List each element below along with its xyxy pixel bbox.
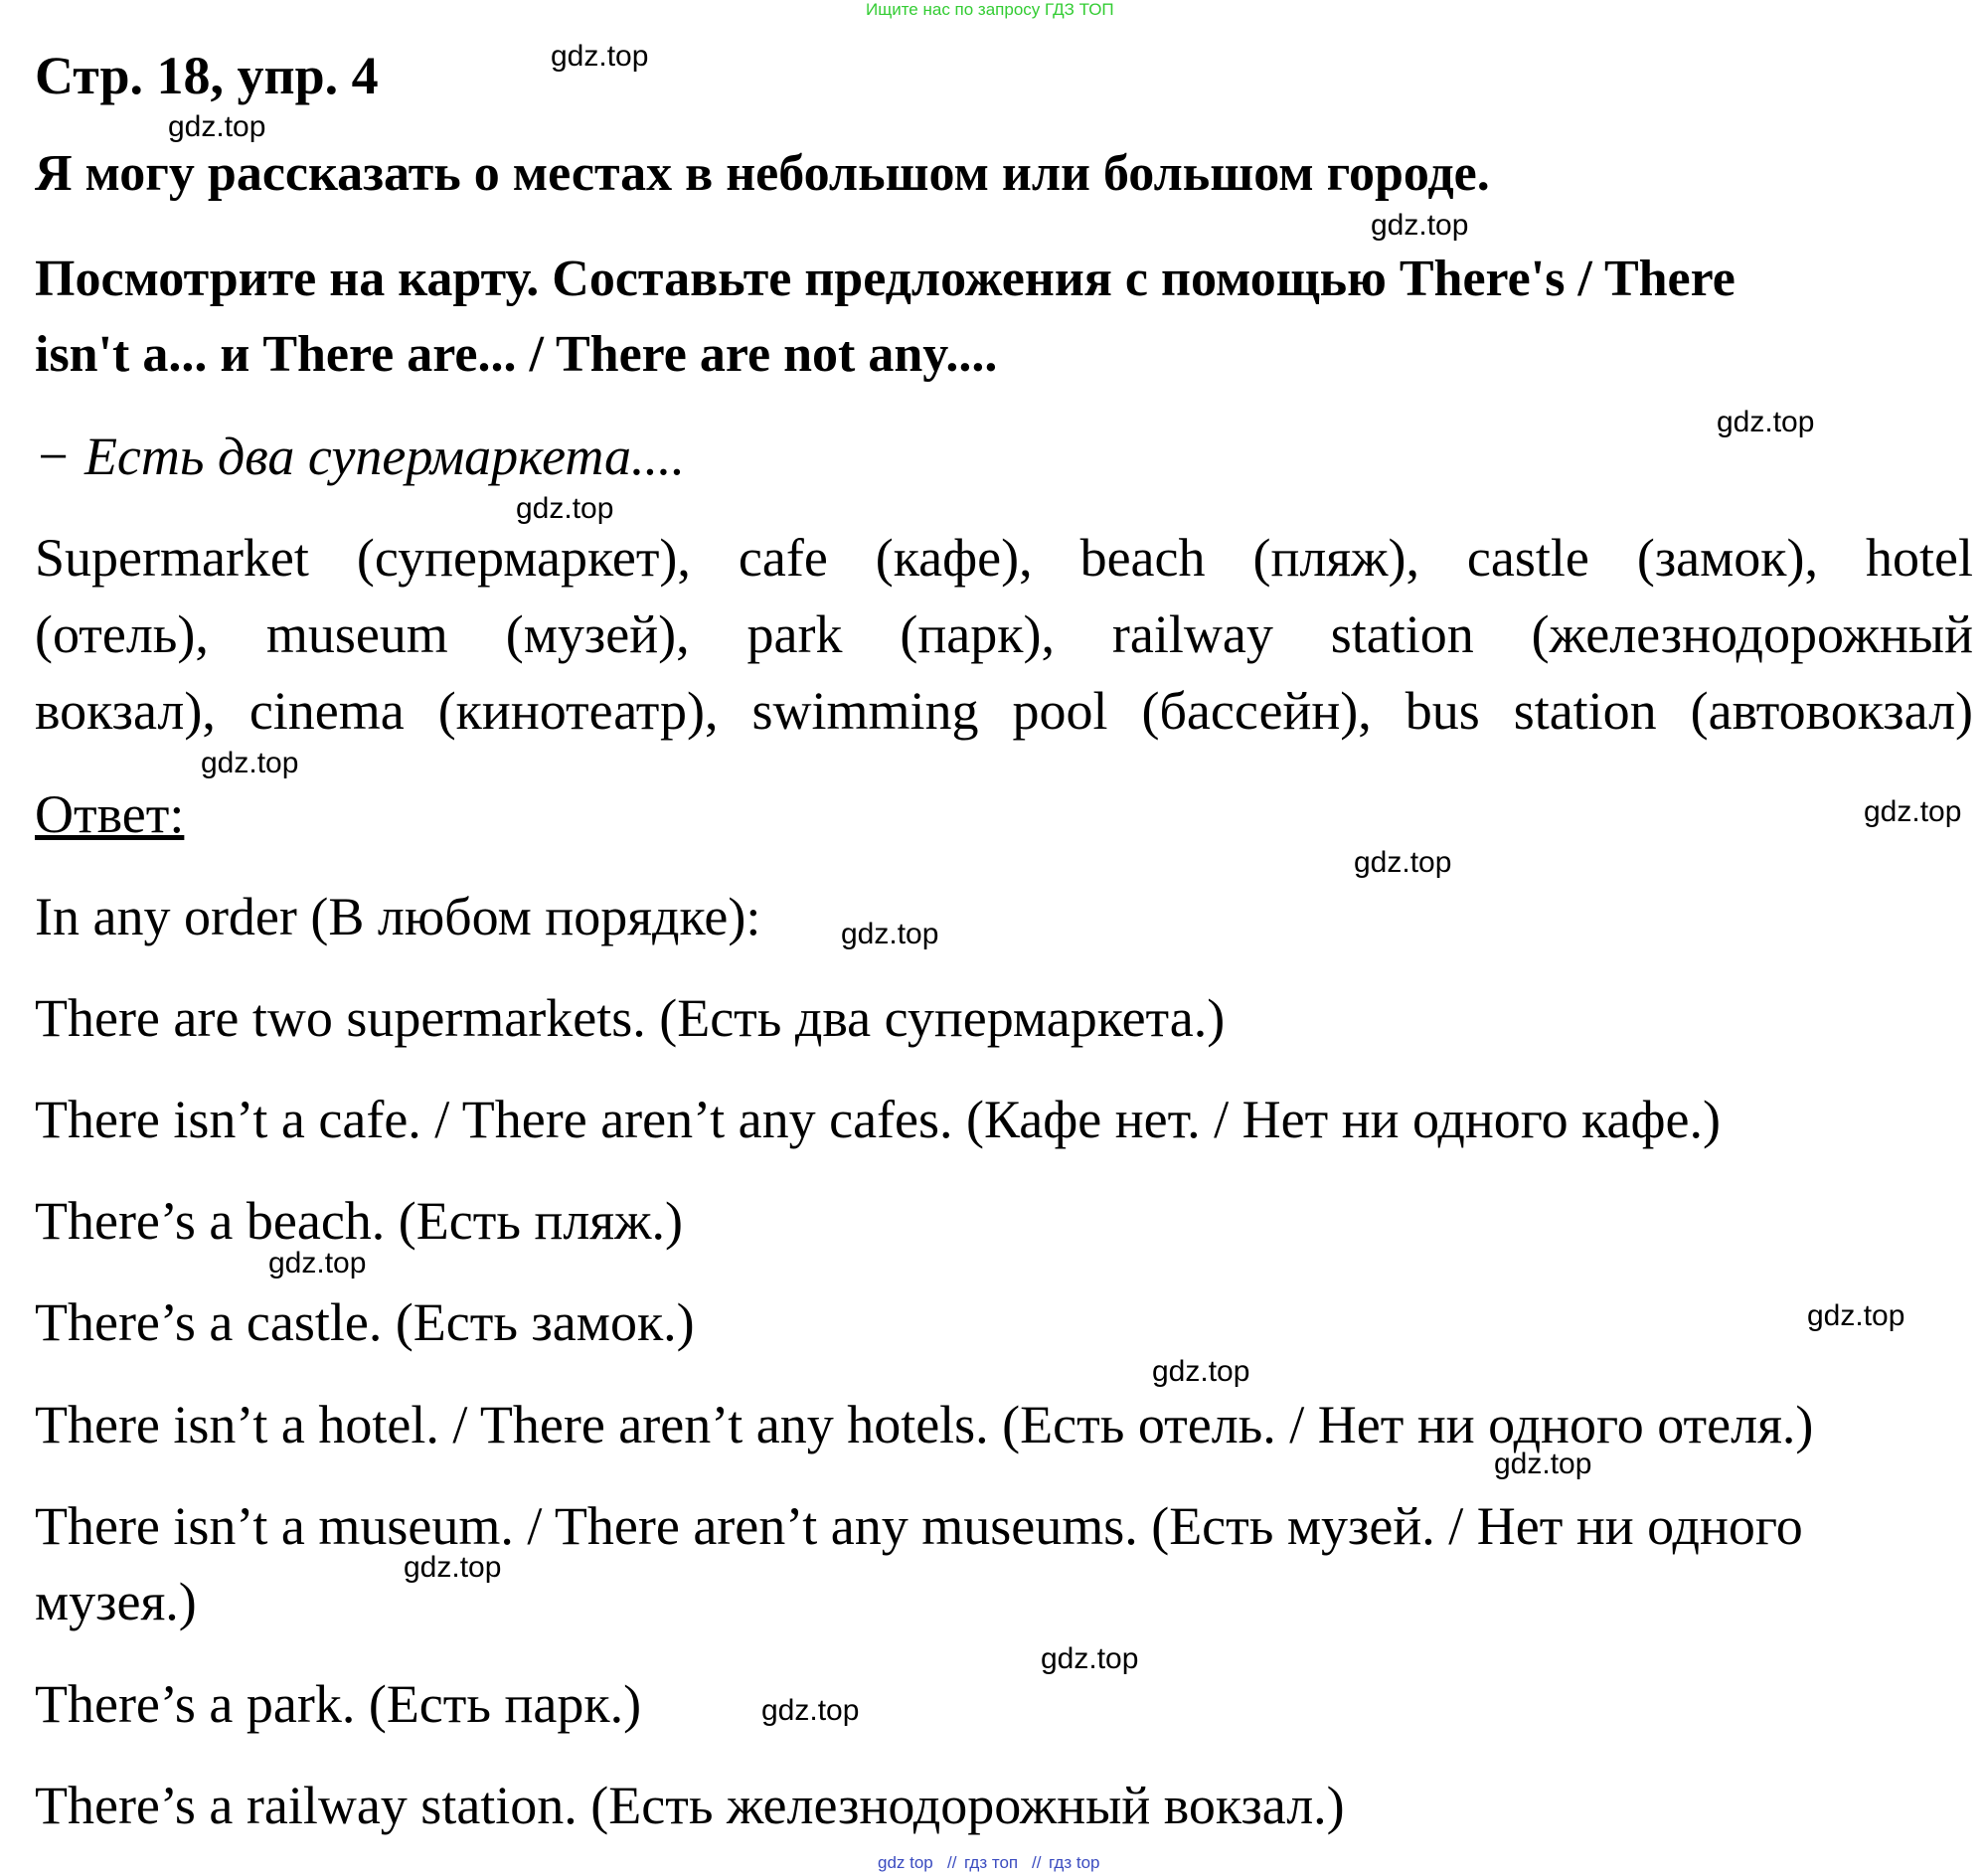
answer-sentence: музея.)	[35, 1572, 197, 1631]
footer-link-gdz-top[interactable]: gdz top	[878, 1853, 933, 1872]
watermark: gdz.top	[201, 747, 299, 779]
section-subtitle: Я могу рассказать о местах в небольшом или большом городе.	[35, 145, 1490, 202]
answer-sentence: There are two supermarkets. (Есть два супермаркета.)	[35, 988, 1226, 1048]
watermark: gdz.top	[1807, 1299, 1905, 1332]
watermark: gdz.top	[1354, 846, 1452, 879]
watermark: gdz.top	[1041, 1642, 1139, 1675]
watermark: gdz.top	[268, 1247, 367, 1279]
watermark: gdz.top	[1494, 1448, 1592, 1480]
answer-sentence: There’s a beach. (Есть пляж.)	[35, 1191, 683, 1251]
watermark: gdz.top	[551, 40, 649, 73]
watermark: gdz.top	[404, 1551, 502, 1584]
example-sentence: − Есть два супермаркета....	[35, 426, 685, 486]
top-banner[interactable]: Ищите нас по запросу ГДЗ ТОП	[866, 0, 1114, 19]
page-title: Стр. 18, упр. 4	[35, 46, 379, 105]
watermark: gdz.top	[1864, 795, 1962, 828]
watermark: gdz.top	[841, 918, 939, 950]
answer-sentence: There’s a park. (Есть парк.)	[35, 1674, 642, 1734]
watermark: gdz.top	[1717, 406, 1815, 438]
answer-sentence: There’s a railway station. (Есть железнодорожный вокзал.)	[35, 1776, 1345, 1835]
watermark: gdz.top	[516, 492, 614, 525]
answer-label: Ответ:	[35, 784, 185, 844]
footer-separator: //	[1032, 1853, 1042, 1872]
footer-link-gdz-top-cyrillic[interactable]: гдз топ	[964, 1853, 1019, 1872]
answer-sentence: There isn’t a hotel. / There aren’t any hotels. (Есть отель. / Нет ни одного отеля.)	[35, 1395, 1814, 1454]
task-line-1: Посмотрите на карту. Составьте предложения с помощью There's / There	[35, 251, 1736, 307]
footer-separator: //	[947, 1853, 957, 1872]
vocabulary-line-1: Supermarket (супермаркет), cafe (кафе), beach (пляж), castle (замок), hotel	[35, 528, 1973, 588]
watermark: gdz.top	[1152, 1355, 1250, 1388]
task-line-2: isn't a... и There are... / There are not any....	[35, 326, 998, 383]
answer-intro: In any order (В любом порядке):	[35, 887, 761, 946]
vocabulary-line-2: (отель), museum (музей), park (парк), railway station (железнодорожный	[35, 604, 1973, 664]
answer-sentence: There’s a castle. (Есть замок.)	[35, 1292, 695, 1352]
watermark: gdz.top	[761, 1694, 860, 1727]
answer-sentence: There isn’t a museum. / There aren’t any museums. (Есть музей. / Нет ни одного	[35, 1496, 1803, 1556]
answer-sentence: There isn’t a cafe. / There aren’t any cafes. (Кафе нет. / Нет ни одного кафе.)	[35, 1090, 1721, 1149]
vocabulary-line-3: вокзал), cinema (кинотеатр), swimming pool (бассейн), bus station (автовокзал)	[35, 681, 1973, 741]
watermark: gdz.top	[1371, 209, 1469, 242]
footer-link-gdz-top-mixed[interactable]: гдз top	[1049, 1853, 1100, 1872]
watermark: gdz.top	[168, 110, 266, 143]
